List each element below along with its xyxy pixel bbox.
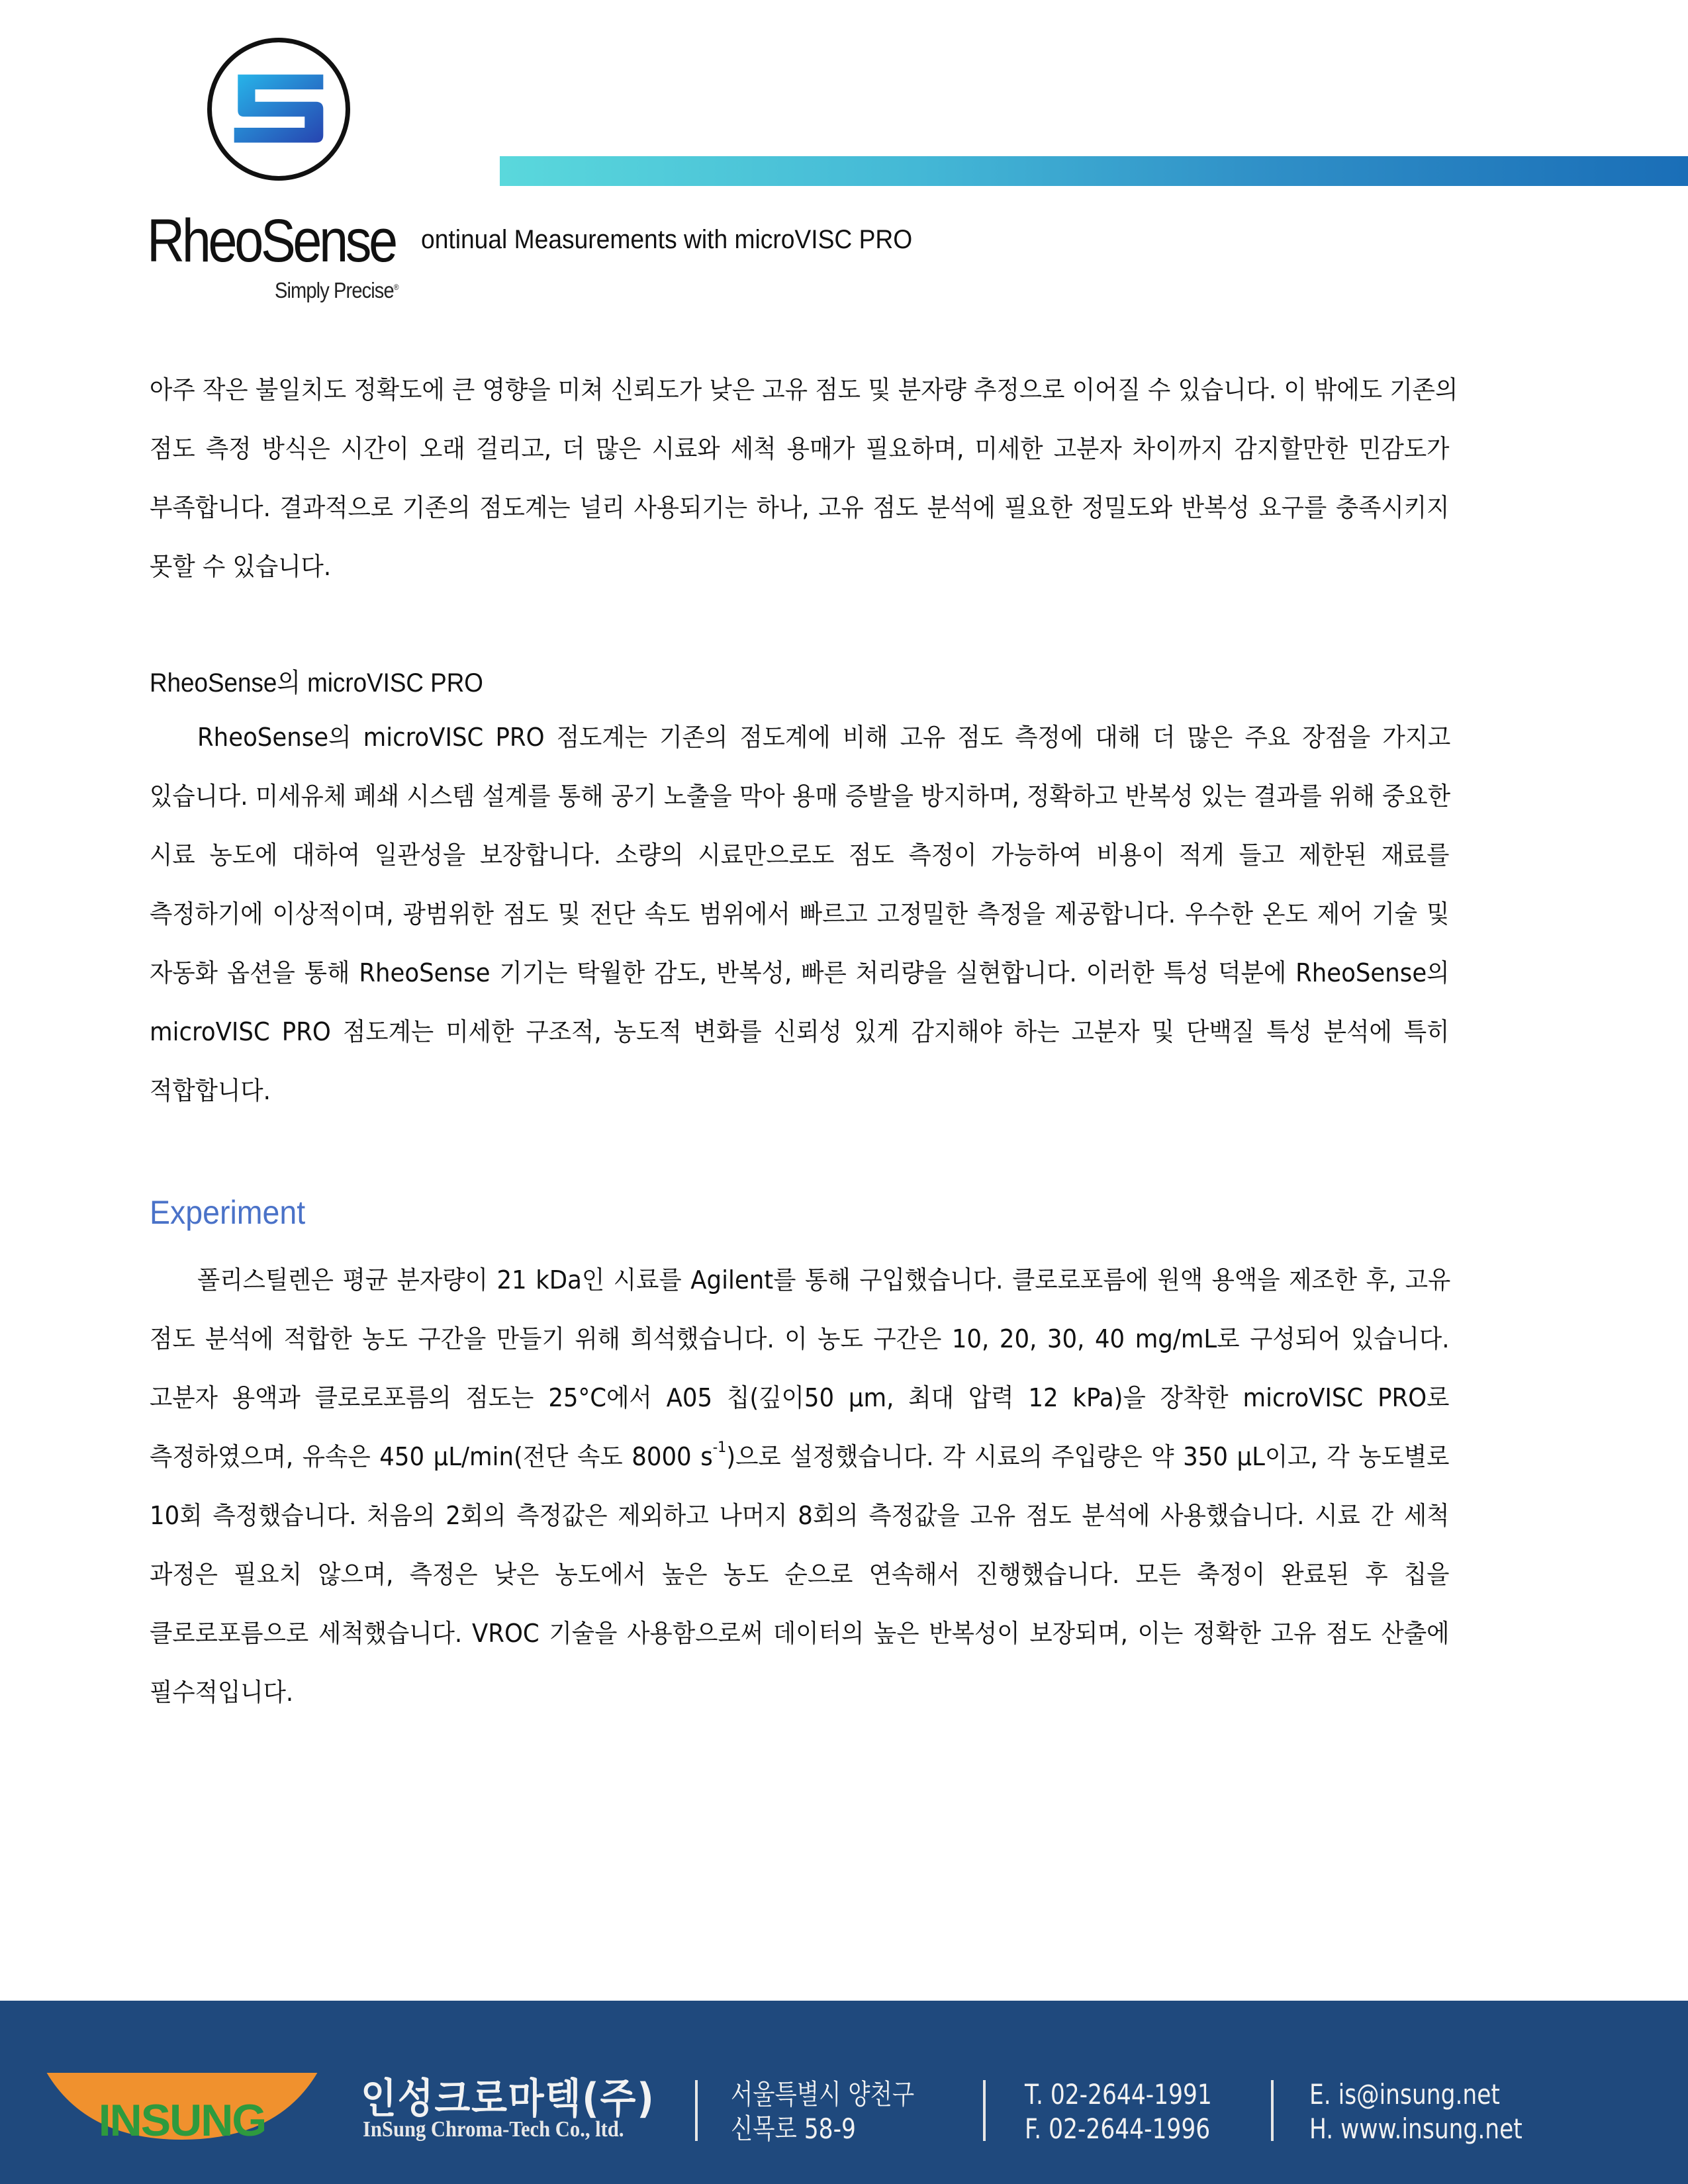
text-line: 적합합니다. [150, 1076, 271, 1105]
divider [1271, 2080, 1274, 2141]
text-line: 폴리스틸렌은 평균 분자량이 21 kDa인 시료를 Agilent를 통해 구입했습니다. 클로로포름에 원액 용액을 제조한 후, 고유 [197, 1265, 1451, 1295]
insung-logo-icon [46, 2067, 318, 2146]
text-line: 클로로포름으로 세척했습니다. VROC 기술을 사용함으로써 데이터의 높은 반복성이 보장되며, 이는 정확한 고유 점도 산출에 [150, 1619, 1450, 1648]
text-line: 아주 작은 불일치도 정확도에 큰 영향을 미쳐 신뢰도가 낮은 고유 점도 및 분자량 추정으로 이어질 수 있습니다. 이 밖에도 기존의 [150, 375, 1458, 404]
text-line: microVISC PRO 점도계는 미세한 구조적, 농도적 변화를 신뢰성 있게 감지해야 하는 고분자 및 단백질 특성 분석에 특히 [150, 1017, 1450, 1046]
homepage-link[interactable]: H. www.insung.net [1309, 2113, 1523, 2145]
divider [983, 2080, 986, 2141]
text-line: 점도 분석에 적합한 농도 구간을 만들기 위해 희석했습니다. 이 농도 구간은 10, 20, 30, 40 mg/mL로 구성되어 있습니다. [150, 1324, 1450, 1353]
brand-tagline: Simply Precise® [275, 278, 399, 302]
text-line: 과정은 필요치 않으며, 측정은 낮은 농도에서 높은 농도 순으로 연속해서 진행했습니다. 모든 축정이 완료된 후 칩을 [150, 1560, 1450, 1589]
company-name-korean: 인성크로마텍(주) [361, 2074, 655, 2122]
text-line: 측정하기에 이상적이며, 광범위한 점도 및 전단 속도 범위에서 빠르고 고정밀한 측정을 제공합니다. 우수한 온도 제어 기술 및 [150, 899, 1450, 929]
rheosense-logo-mark [207, 38, 350, 181]
section-heading-microvisc: RheoSense의 microVISC PRO [150, 668, 483, 698]
brand-name: RheoSense [147, 207, 395, 275]
fax-number: F. 02-2644-1996 [1025, 2113, 1211, 2145]
text-line: 못할 수 있습니다. [150, 552, 332, 581]
text-line: 측정하였으며, 유속은 450 μL/min(전단 속도 8000 $s^{-1}$)으로 설정했습니다. 각 시료의 주입량은 약 350 μL이고, 각 농도별로 [150, 1439, 1450, 1471]
text-line: 자동화 옵션을 통해 RheoSense 기기는 탁월한 감도, 반복성, 빠른 처리량을 실현합니다. 이러한 특성 덕분에 RheoSense의 [150, 958, 1450, 987]
text-line: RheoSense의 microVISC PRO 점도계는 기존의 점도계에 비해 고유 점도 측정에 대해 더 많은 주요 장점을 가지고 [197, 723, 1451, 752]
address-line-1: 서울특별시 양천구 [731, 2078, 915, 2111]
text-line: 시료 농도에 대하여 일관성을 보장합니다. 소량의 시료만으로도 점도 측정이 가능하여 비용이 적게 들고 제한된 재료를 [150, 841, 1450, 870]
document-title: ontinual Measurements with microVISC PRO [421, 225, 913, 254]
text-line: 있습니다. 미세유체 폐쇄 시스템 설계를 통해 공기 노출을 막아 용매 증발을 방지하며, 정확하고 반복성 있는 결과를 위해 중요한 [150, 782, 1451, 811]
svg-text:INSUNG: INSUNG [98, 2095, 266, 2146]
email-link[interactable]: E. is@insung.net [1309, 2078, 1500, 2111]
company-name-english: InSung Chroma-Tech Co., ltd. [363, 2117, 624, 2142]
divider [695, 2080, 698, 2141]
text-line: 부족합니다. 결과적으로 기존의 점도계는 널리 사용되기는 하나, 고유 점도 분석에 필요한 정밀도와 반복성 요구를 충족시키지 [150, 493, 1450, 522]
text-line: 필수적입니다. [150, 1678, 294, 1707]
header-gradient-bar [500, 156, 1688, 186]
phone-number: T. 02-2644-1991 [1025, 2078, 1212, 2111]
section-heading-experiment: Experiment [150, 1194, 306, 1231]
text-line: 고분자 용액과 클로로포름의 점도는 25°C에서 A05 칩(깊이50 μm, 최대 압력 12 kPa)을 장착한 microVISC PRO로 [150, 1383, 1450, 1412]
footer [0, 2001, 1688, 2184]
address-line-2: 신목로 58-9 [731, 2113, 856, 2145]
text-line: 점도 측정 방식은 시간이 오래 걸리고, 더 많은 시료와 세척 용매가 필요하며, 미세한 고분자 차이까지 감지할만한 민감도가 [150, 434, 1450, 463]
text-line: 10회 측정했습니다. 처음의 2회의 측정값은 제외하고 나머지 8회의 측정값을 고유 점도 분석에 사용했습니다. 시료 간 세척 [150, 1501, 1450, 1530]
s-logo-icon [212, 42, 346, 176]
